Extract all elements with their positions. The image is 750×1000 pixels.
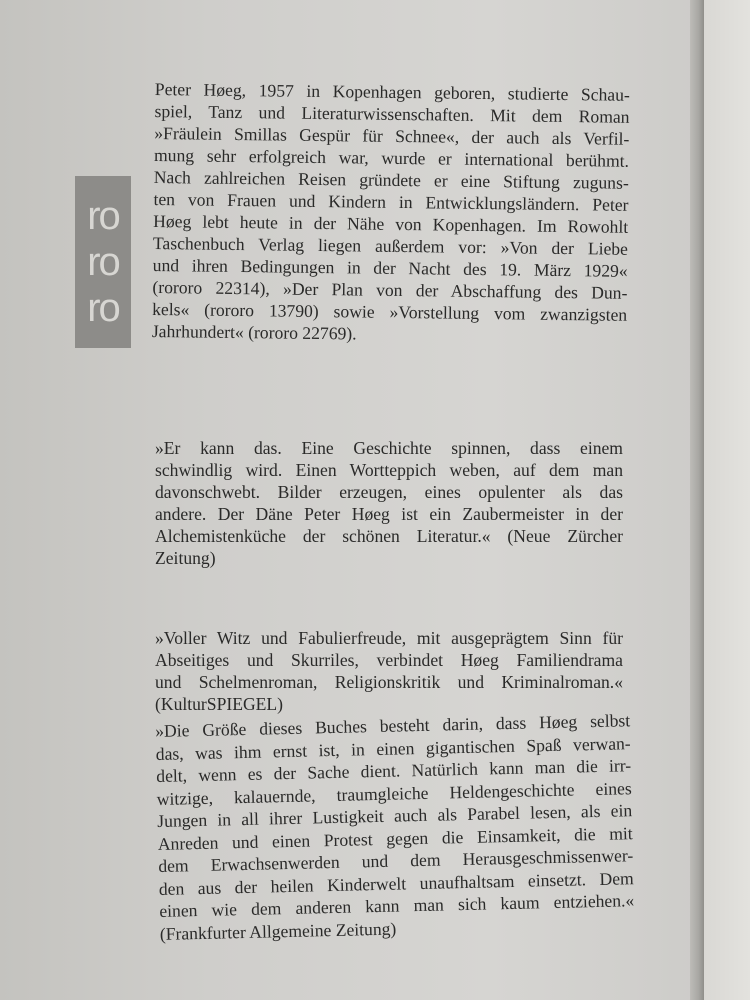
text-line: Høeg lebt heute in der Nähe von Kopenhagen. Im Rowohlt [153,210,629,237]
rororo-logo [75,176,131,348]
text-line: ten von Frauen und Kindern in Entwicklungsländern. Peter [153,188,629,215]
text-line: Nach zahlreichen Reisen gründete er eine Stiftung zuguns- [153,166,629,193]
logo-line: ro [87,240,119,284]
logo-line: ro [87,194,119,238]
review-quote-faz [155,709,635,945]
text-line: witzige, kalauernde, traumgleiche Heldengeschichte eines [156,777,632,809]
text-line: schwindlig wird. Einen Wortteppich weben, auf dem man [155,460,623,480]
text-line: (KulturSPIEGEL) [155,694,284,714]
logo-line: ro [87,286,119,330]
text-line: (Frankfurter Allgemeine Zeitung) [159,918,397,944]
text-line: andere. Der Däne Peter Høeg ist ein Zaubermeister in der [155,504,623,524]
text-line: Anreden und einen Protest gegen die Einsamkeit, die mit [157,822,633,854]
text-line: Jungen in all ihrer Lustigkeit auch als Parabel lesen, als ein [157,800,633,831]
review-quote-kulturspiegel [155,627,623,715]
text-line: und ihren Bedingungen in der Nacht des 19. März 1929« [152,254,628,281]
text-line: kels« (rororo 13790) sowie »Vorstellung vom zwanzigsten [152,298,628,325]
text-line: Peter Høeg, 1957 in Kopenhagen geboren, studierte Schau- [154,78,630,105]
text-line: delt, wenn es der Sache dient. Natürlich kann man die irr- [156,755,632,786]
text-line: (rororo 22314), »Der Plan von der Abschaffung des Dun- [152,276,628,303]
text-line: »Er kann das. Eine Geschichte spinnen, dass einem [155,438,623,458]
text-line: Jahrhundert« (rororo 22769). [151,320,357,344]
text-line: dem Erwachsenwerden und dem Herausgeschmissenwer- [158,845,634,876]
text-line: mung sehr erfolgreich war, wurde er international berühmt. [153,144,630,171]
author-bio [152,78,630,348]
text-line: Zeitung) [155,548,216,568]
page-edge [690,0,704,1000]
text-line: einen wie dem anderen kann man sich kaum entziehen.« [159,890,635,921]
text-line: »Fräulein Smillas Gespür für Schnee«, der auch als Verfil- [154,122,630,149]
text-line: und Schelmenroman, Religionskritik und Kriminalroman.« [155,672,623,692]
text-line: davonschwebt. Bilder erzeugen, eines opulenter als das [155,482,623,502]
review-quote-nzz [155,437,623,569]
text-line: »Die Größe dieses Buches besteht darin, dass Høeg selbst [155,710,631,741]
text-line: spiel, Tanz und Literaturwissenschaften. Mit dem Roman [154,100,630,127]
text-line: das, was ihm ernst ist, in einen gigantischen Spaß verwan- [155,732,631,764]
adjacent-page [704,0,750,1000]
text-line: Abseitiges und Skurriles, verbindet Høeg Familiendrama [155,650,623,670]
text-line: Taschenbuch Verlag liegen außerdem vor: »Von der Liebe [152,232,629,259]
text-line: »Voller Witz und Fabulierfreude, mit ausgeprägtem Sinn für [155,628,623,648]
text-line: Alchemistenküche der schönen Literatur.« (Neue Zürcher [155,526,623,546]
text-line: den aus der heilen Kinderwelt unaufhaltsam einsetzt. Dem [158,867,634,899]
